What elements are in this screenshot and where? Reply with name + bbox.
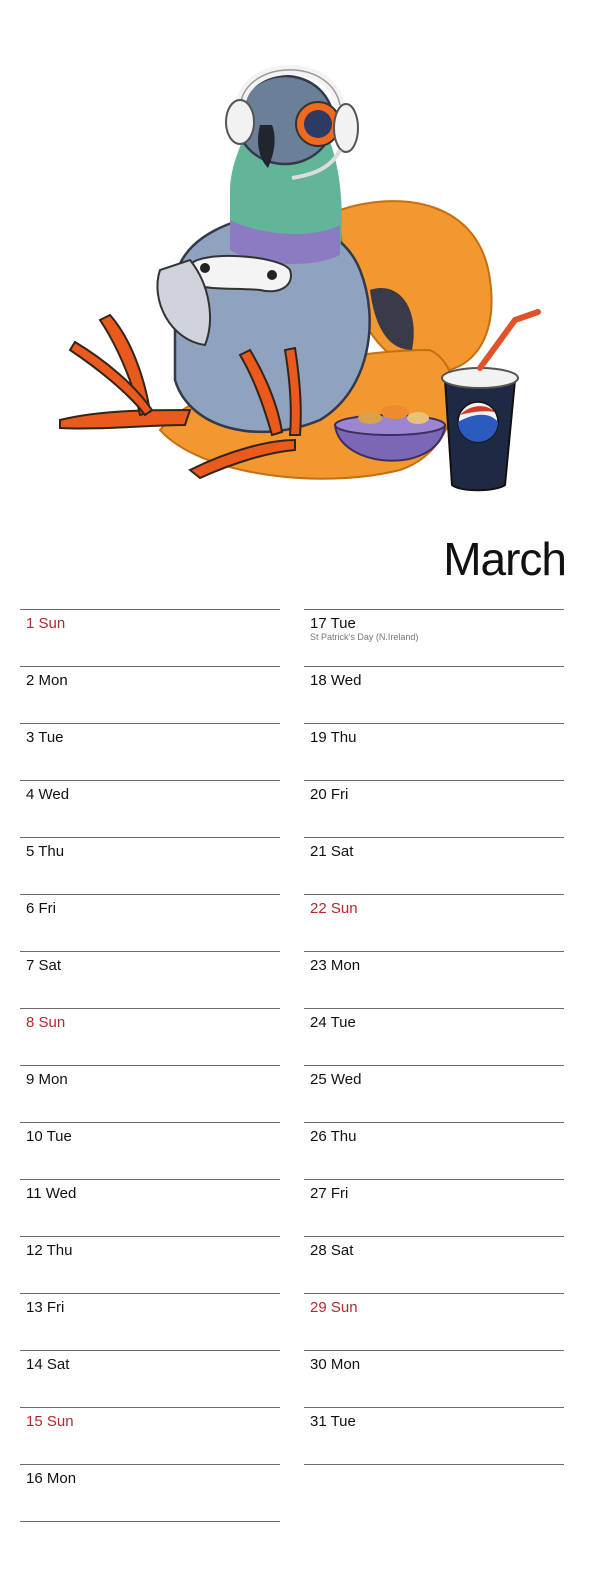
day-row xyxy=(304,1293,564,1350)
day-row xyxy=(20,1293,280,1350)
day-row xyxy=(20,1236,280,1293)
day-label: 21 Sat xyxy=(310,843,354,860)
day-row xyxy=(304,780,564,837)
day-label: 16 Mon xyxy=(26,1470,77,1487)
day-label: 31 Tue xyxy=(310,1413,356,1430)
day-label: 29 Sun xyxy=(310,1299,358,1316)
day-label: 20 Fri xyxy=(310,786,349,803)
day-label: 1 Sun xyxy=(26,615,66,632)
day-label: 30 Mon xyxy=(310,1356,361,1373)
day-row xyxy=(20,1008,280,1065)
day-row xyxy=(304,723,564,780)
day-label: 9 Mon xyxy=(26,1071,68,1088)
day-label: 3 Tue xyxy=(26,729,64,746)
day-label: 12 Thu xyxy=(26,1242,73,1259)
day-row xyxy=(20,1350,280,1407)
holiday-note: St Patrick’s Day (N.Ireland) xyxy=(310,632,419,642)
day-label: 7 Sat xyxy=(26,957,62,974)
day-label: 24 Tue xyxy=(310,1014,356,1031)
day-row xyxy=(304,666,564,723)
day-row xyxy=(304,894,564,951)
day-row xyxy=(20,1122,280,1179)
day-label: 19 Thu xyxy=(310,729,357,746)
day-label: 15 Sun xyxy=(26,1413,74,1430)
day-label: 6 Fri xyxy=(26,900,56,917)
pigeon-gamer-illustration xyxy=(40,50,560,500)
day-label: 28 Sat xyxy=(310,1242,354,1259)
day-row xyxy=(304,1179,564,1236)
day-row xyxy=(304,1008,564,1065)
column-end-rule xyxy=(304,1464,564,1465)
column-end-rule xyxy=(20,1521,280,1522)
day-row xyxy=(20,837,280,894)
day-label: 17 Tue xyxy=(310,615,356,632)
day-label: 22 Sun xyxy=(310,900,358,917)
day-row xyxy=(20,1179,280,1236)
day-label: 27 Fri xyxy=(310,1185,349,1202)
day-row xyxy=(20,1407,280,1464)
day-column-left xyxy=(20,609,280,1522)
day-label: 13 Fri xyxy=(26,1299,65,1316)
day-row xyxy=(20,609,280,666)
day-label: 8 Sun xyxy=(26,1014,66,1031)
day-label: 14 Sat xyxy=(26,1356,70,1373)
day-row xyxy=(20,894,280,951)
day-label: 5 Thu xyxy=(26,843,65,860)
day-column-right xyxy=(304,609,564,1465)
day-label: 26 Thu xyxy=(310,1128,357,1145)
day-row xyxy=(20,1065,280,1122)
day-label: 10 Tue xyxy=(26,1128,72,1145)
day-label: 2 Mon xyxy=(26,672,68,689)
day-row xyxy=(304,1407,564,1464)
day-row xyxy=(20,780,280,837)
day-label: 25 Wed xyxy=(310,1071,362,1088)
day-row xyxy=(304,609,564,666)
day-row xyxy=(304,1236,564,1293)
day-row xyxy=(304,1350,564,1407)
day-label: 23 Mon xyxy=(310,957,361,974)
day-row xyxy=(304,1122,564,1179)
day-row xyxy=(304,951,564,1008)
day-row xyxy=(20,1464,280,1521)
day-label: 18 Wed xyxy=(310,672,362,689)
day-row xyxy=(20,951,280,1008)
month-title: March xyxy=(443,533,566,585)
day-row xyxy=(304,837,564,894)
day-label: 11 Wed xyxy=(26,1185,77,1202)
day-row xyxy=(20,666,280,723)
day-row xyxy=(304,1065,564,1122)
day-row xyxy=(20,723,280,780)
day-label: 4 Wed xyxy=(26,786,70,803)
